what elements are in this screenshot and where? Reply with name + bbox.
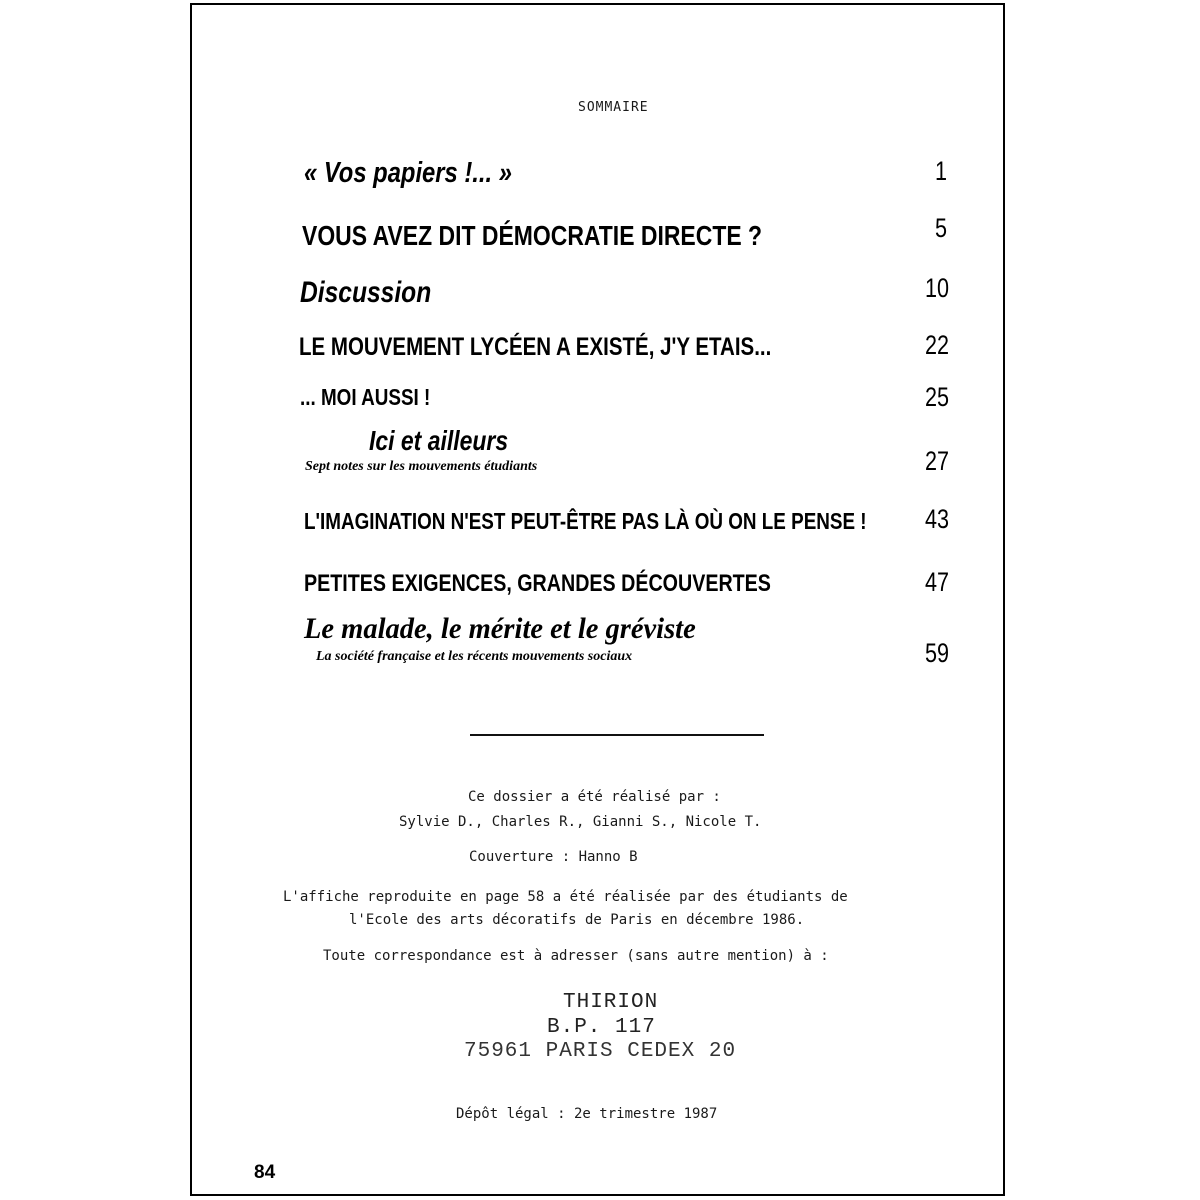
toc-page-10: 10 xyxy=(924,273,949,303)
address-name: THIRION xyxy=(563,991,659,1014)
toc-title-ici-et-ailleurs: Ici et ailleurs xyxy=(369,425,509,456)
credits-authors: Sylvie D., Charles R., Gianni S., Nicole T. xyxy=(399,814,762,830)
toc-title-democratie-directe: VOUS AVEZ DIT DÉMOCRATIE DIRECTE ? xyxy=(302,220,763,251)
toc-title-le-malade: Le malade, le mérite et le gréviste xyxy=(304,612,696,645)
address-city: 75961 PARIS CEDEX 20 xyxy=(464,1040,737,1063)
page-number: 84 xyxy=(254,1162,276,1183)
toc-page-1: 1 xyxy=(934,156,947,186)
sommaire-heading: SOMMAIRE xyxy=(578,100,649,115)
credits-contact: Toute correspondance est à adresser (sans autre mention) à : xyxy=(323,948,829,964)
toc-page-25: 25 xyxy=(924,382,949,412)
toc-title-vos-papiers: « Vos papiers !... » xyxy=(304,157,512,189)
credits-poster-line2: l'Ecole des arts décoratifs de Paris en décembre 1986. xyxy=(349,912,805,928)
legal-deposit: Dépôt légal : 2e trimestre 1987 xyxy=(456,1106,718,1122)
credits-poster-line1: L'affiche reproduite en page 58 a été réalisée par des étudiants de xyxy=(283,889,848,905)
toc-page-27: 27 xyxy=(924,446,949,476)
toc-page-5: 5 xyxy=(934,213,947,243)
credits-intro: Ce dossier a été réalisé par : xyxy=(468,789,721,805)
toc-title-mouvement-lyceen: LE MOUVEMENT LYCÉEN A EXISTÉ, J'Y ETAIS... xyxy=(299,333,772,361)
credits-cover: Couverture : Hanno B xyxy=(469,849,638,865)
toc-page-59: 59 xyxy=(924,638,949,668)
toc-subtitle-le-malade: La société française et les récents mouvements sociaux xyxy=(316,649,633,664)
toc-subtitle-ici-et-ailleurs: Sept notes sur les mouvements étudiants xyxy=(305,459,538,474)
toc-page-22: 22 xyxy=(924,330,949,360)
toc-title-discussion: Discussion xyxy=(300,276,432,309)
toc-title-moi-aussi: ... MOI AUSSI ! xyxy=(300,384,431,410)
toc-page-43: 43 xyxy=(924,504,949,534)
toc-title-petites-exigences: PETITES EXIGENCES, GRANDES DÉCOUVERTES xyxy=(304,570,771,597)
section-divider xyxy=(470,734,764,736)
toc-title-imagination: L'IMAGINATION N'EST PEUT-ÊTRE PAS LÀ OÙ ON LE PENSE ! xyxy=(304,508,867,534)
address-box: B.P. 117 xyxy=(547,1016,656,1039)
toc-page-47: 47 xyxy=(924,567,949,597)
